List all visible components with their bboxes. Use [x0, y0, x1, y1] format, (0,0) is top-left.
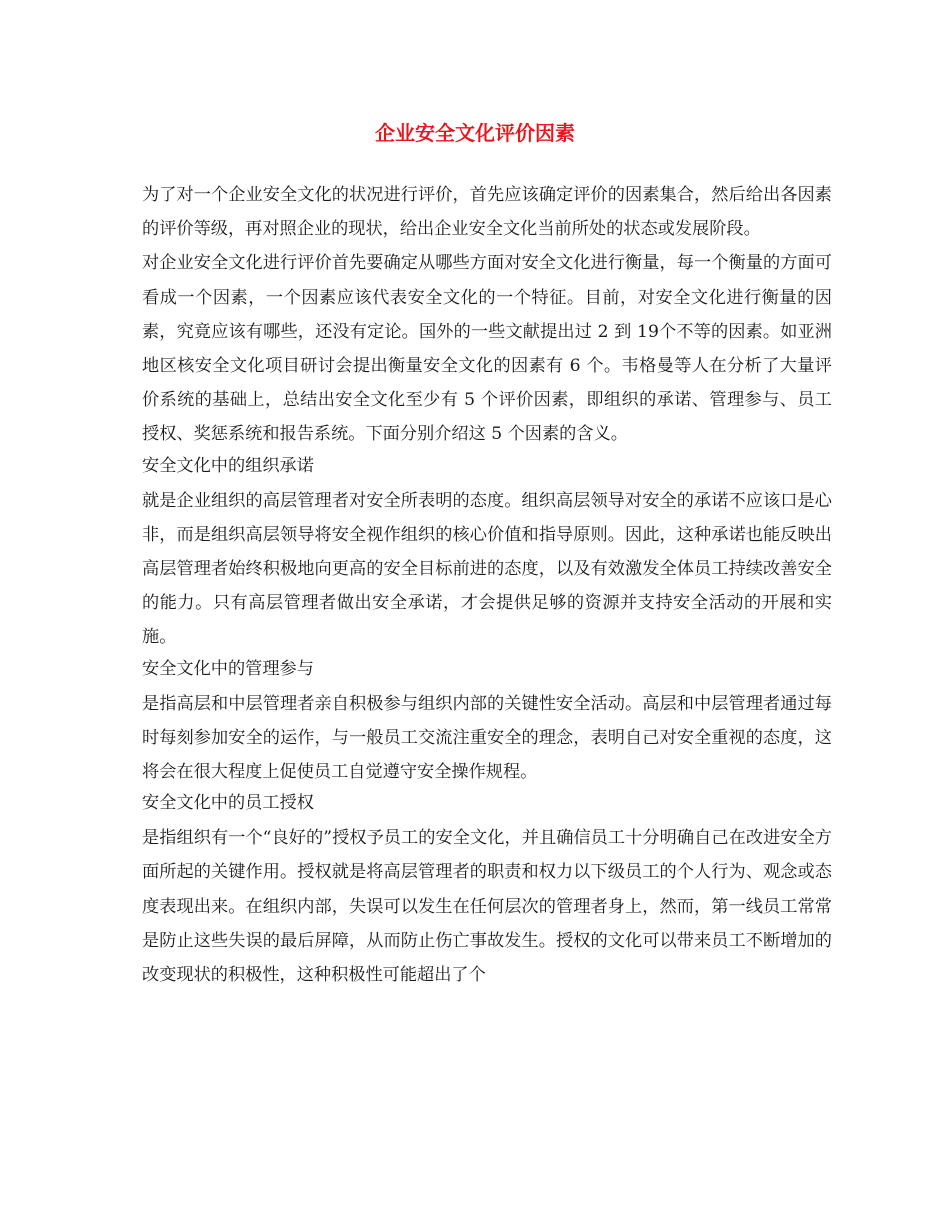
section-heading: 安全文化中的管理参与 — [142, 658, 314, 679]
paragraph: 是指高层和中层管理者亲自积极参与组织内部的关键性安全活动。高层和中层管理者通过每时每刻参加安全的运作，与一般员工交流注重安全的理念，表明自己对安全重视的态度，这将会在很大程度上促使员工自觉遵守安全操作规程。 — [142, 693, 832, 783]
paragraph: 为了对一个企业安全文化的状况进行评价，首先应该确定评价的因素集合，然后给出各因素的评价等级，再对照企业的现状，给出企业安全文化当前所处的状态或发展阶段。 — [142, 185, 832, 240]
document-body — [142, 178, 832, 992]
document-title: 企业安全文化评价因素 — [375, 121, 575, 145]
section-heading: 安全文化中的员工授权 — [142, 793, 314, 814]
section-heading: 安全文化中的组织承诺 — [142, 455, 314, 476]
paragraph: 是指组织有一个“良好的”授权予员工的安全文化，并且确信员工十分明确自己在改进安全方面所起的关键作用。授权就是将高层管理者的职责和权力以下级员工的个人行为、观念或态度表现出来。在组织内部，失误可以发生在任何层次的管理者身上，然而，第一线员工常常是防止这些失误的最后屏障，从而防止伤亡事故发生。授权的文化可以带来员工不断增加的改变现状的积极性，这种积极性可能超出了个 — [142, 828, 832, 986]
paragraph: 对企业安全文化进行评价首先要确定从哪些方面对安全文化进行衡量，每一个衡量的方面可看成一个因素，一个因素应该代表安全文化的一个特征。目前，对安全文化进行衡量的因素，究竟应该有哪些，还没有定论。国外的一些文献提出过 2 到 19个不等的因素。如亚洲地区核安全文化项目研讨会提出衡量安全文化的因素有 6 个。韦格曼等人在分析了大量评价系统的基础上，总结出安全文化至少有 5 个评价因素，即组织的承诺、管理参与、员工授权、奖惩系统和报告系统。下面分别介绍这 5 个因素的含义。 — [142, 253, 832, 445]
paragraph: 就是企业组织的高层管理者对安全所表明的态度。组织高层领导对安全的承诺不应该口是心非，而是组织高层领导将安全视作组织的核心价值和指导原则。因此，这种承诺也能反映出高层管理者始终积极地向更高的安全目标前进的态度，以及有效激发全体员工持续改善安全的能力。只有高层管理者做出安全承诺，才会提供足够的资源并支持安全活动的开展和实施。 — [142, 490, 832, 648]
